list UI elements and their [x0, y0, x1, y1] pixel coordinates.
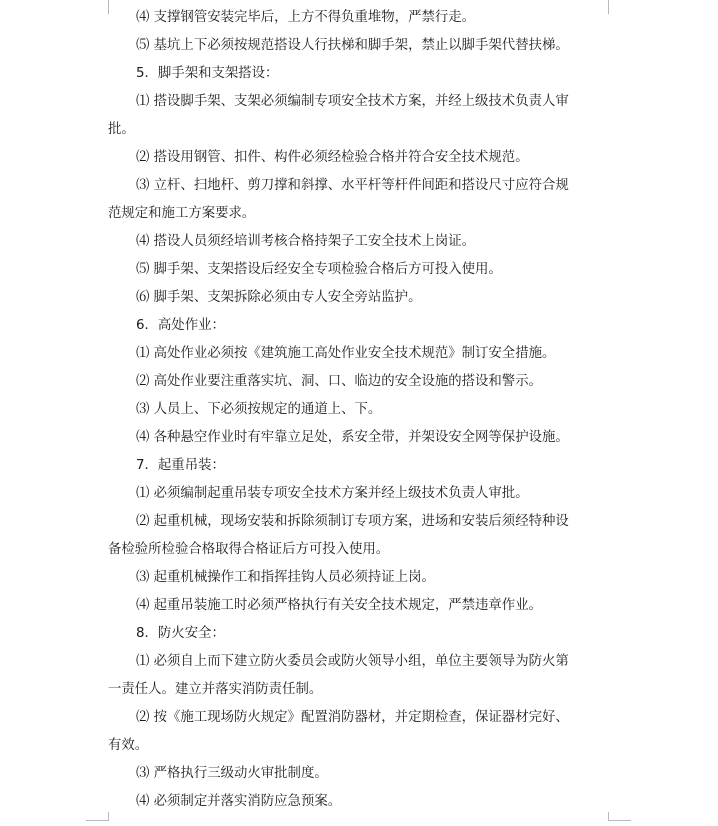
paragraph-line: ⑵ 起重机械，现场安装和拆除须制订专项方案，进场和安装后须经特种设	[136, 514, 569, 529]
paragraph-continuation: 有效。	[108, 738, 149, 753]
paragraph-line: ⑵ 按《施工现场防火规定》配置消防器材，并定期检查，保证器材完好、	[136, 710, 569, 725]
paragraph-line: ⑷ 各种悬空作业时有牢靠立足处，系安全带，并架设安全网等保护设施。	[136, 430, 569, 445]
paragraph-line: ⑷ 搭设人员须经培训考核合格持架子工安全技术上岗证。	[136, 234, 476, 249]
paragraph-line: ⑸ 脚手架、支架搭设后经安全专项检验合格后方可投入使用。	[136, 262, 502, 277]
paragraph-line: ⑹ 脚手架、支架拆除必须由专人安全旁站监护。	[136, 290, 422, 305]
paragraph-line: ⑶ 起重机械操作工和指挥挂钩人员必须持证上岗。	[136, 570, 435, 585]
paragraph-line: ⑴ 必须编制起重吊装专项安全技术方案并经上级技术负责人审批。	[136, 486, 529, 501]
section-heading: 5．脚手架和支架搭设：	[136, 66, 279, 81]
section-heading: 7．起重吊装：	[136, 458, 225, 473]
paragraph-line: ⑸ 基坑上下必须按规范搭设人行扶梯和脚手架，禁止以脚手架代替扶梯。	[136, 38, 569, 53]
paragraph-continuation: 一责任人。建立并落实消防责任制。	[108, 682, 323, 697]
paragraph-line: ⑷ 必须制定并落实消防应急预案。	[136, 794, 342, 809]
paragraph-line: ⑶ 严格执行三级动火审批制度。	[136, 766, 328, 781]
paragraph-line: ⑷ 支撑钢管安装完毕后，上方不得负重堆物，严禁行走。	[136, 10, 476, 25]
document-body	[108, 4, 608, 816]
paragraph-line: ⑶ 人员上、下必须按规定的通道上、下。	[136, 402, 382, 417]
paragraph-line: ⑵ 搭设用钢管、扣件、构件必须经检验合格并符合安全技术规范。	[136, 150, 529, 165]
paragraph-line: ⑴ 必须自上而下建立防火委员会或防火领导小组，单位主要领导为防火第	[136, 654, 569, 669]
paragraph-line: ⑴ 高处作业必须按《建筑施工高处作业安全技术规范》制订安全措施。	[136, 346, 556, 361]
paragraph-line: ⑵ 高处作业要注重落实坑、洞、口、临边的安全设施的搭设和警示。	[136, 374, 542, 389]
margin-mark-bottom-right	[608, 812, 631, 821]
section-heading: 8．防火安全：	[136, 626, 225, 641]
margin-mark-bottom-left	[86, 812, 109, 821]
section-heading: 6．高处作业：	[136, 318, 225, 333]
paragraph-continuation: 范规定和施工方案要求。	[108, 206, 256, 221]
paragraph-line: ⑴ 搭设脚手架、支架必须编制专项安全技术方案，并经上级技术负责人审	[136, 94, 569, 109]
margin-mark-top-right	[608, 0, 631, 14]
paragraph-line: ⑷ 起重吊装施工时必须严格执行有关安全技术规定，严禁违章作业。	[136, 598, 542, 613]
margin-mark-top-left	[86, 0, 109, 14]
paragraph-continuation: 备检验所检验合格取得合格证后方可投入使用。	[108, 542, 390, 557]
paragraph-continuation: 批。	[108, 122, 135, 137]
paragraph-line: ⑶ 立杆、扫地杆、剪刀撑和斜撑、水平杆等杆件间距和搭设尺寸应符合规	[136, 178, 569, 193]
